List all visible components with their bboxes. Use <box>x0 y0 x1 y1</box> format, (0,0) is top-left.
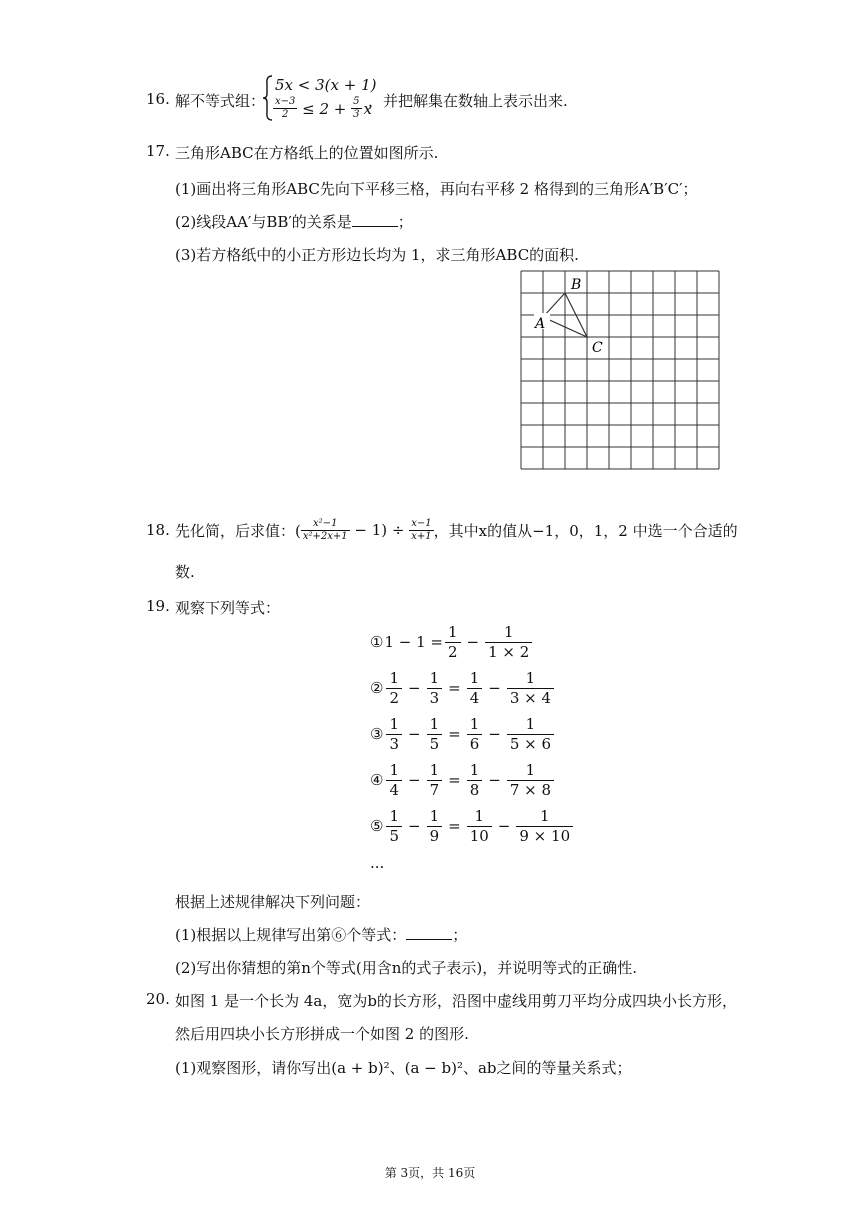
q19-eq1 <box>370 622 534 662</box>
minus-sign: − <box>408 817 421 835</box>
eq2-l2-num: 1 <box>427 669 443 689</box>
q16-ineq2-mid: ≤ 2 + <box>297 99 352 118</box>
q16-ineq2 <box>273 96 372 121</box>
eq2-b-den: 3 × 4 <box>509 688 552 707</box>
eq1-b-num: 1 <box>485 623 532 643</box>
eq5-l1-den: 5 <box>389 826 399 845</box>
q19-eq2 <box>370 668 556 708</box>
q16-ineq2-end: x <box>363 99 372 118</box>
q17-part2-text: (2)线段AA′与BB′的关系是 <box>175 213 352 231</box>
equals-sign: = <box>448 679 461 697</box>
eq2-label: ② <box>370 679 384 697</box>
label-b: B <box>571 277 582 293</box>
eq5-label: ⑤ <box>370 817 384 835</box>
eq2-l2-den: 3 <box>429 688 440 707</box>
eq1-b-den: 1 × 2 <box>488 642 530 661</box>
q19-part1-text: (1)根据以上规律写出第⑥个等式： <box>175 926 407 944</box>
q17-number: 17. <box>146 142 170 160</box>
eq3-a-num: 1 <box>467 715 483 735</box>
q16-frac2-num: 5 <box>353 96 360 107</box>
equals-sign: = <box>448 817 461 835</box>
q18-prefix: 先化简，后求值：( <box>175 521 301 540</box>
q16-frac1-num: x−3 <box>275 96 296 107</box>
q16-prefix: 解不等式组： <box>175 92 266 110</box>
q20-line1: 如图 1 是一个长为 4a，宽为b的长方形，沿图中虚线用剪刀平均分成四块小长方形， <box>175 992 737 1010</box>
eq5-l1-num: 1 <box>386 807 402 827</box>
eq4-a-num: 1 <box>467 761 483 781</box>
eq4-label: ④ <box>370 771 384 789</box>
minus-sign: − <box>408 725 421 743</box>
q18-f2-den: x+1 <box>411 530 432 542</box>
minus-sign: − <box>408 679 421 697</box>
eq4-l2-num: 1 <box>427 761 443 781</box>
eq5-b-num: 1 <box>516 807 573 827</box>
q19-part1 <box>175 924 467 945</box>
eq3-l2-den: 5 <box>429 734 440 753</box>
q16-frac2-den: 3 <box>353 109 360 120</box>
minus-sign: − <box>466 633 480 651</box>
q19-stem: 观察下列等式： <box>175 599 281 617</box>
q16-ineq1: 5x < 3(x + 1) <box>275 76 377 94</box>
eq5-a-den: 10 <box>469 826 489 845</box>
eq4-l1-den: 4 <box>389 780 399 799</box>
eq5-b-den: 9 × 10 <box>519 826 571 845</box>
q20-line2: 然后用四块小长方形拼成一个如图 2 的图形. <box>175 1025 469 1043</box>
q19-rule: 根据上述规律解决下列问题： <box>175 893 371 911</box>
q18-mid: − 1) ÷ <box>349 521 410 539</box>
q19-eq4 <box>370 760 556 800</box>
q19-eq3 <box>370 714 556 754</box>
eq2-a-den: 4 <box>469 688 480 707</box>
q19-eq5 <box>370 806 575 846</box>
eq2-l1-den: 2 <box>389 688 399 707</box>
eq1-left: 1 − 1 = <box>384 633 443 651</box>
q19-part2: (2)写出你猜想的第n个等式(用含n的式子表示)，并说明等式的正确性. <box>175 959 638 977</box>
q17-grid-figure <box>520 270 722 472</box>
q18-f2-num: x−1 <box>411 517 432 529</box>
label-a: A <box>535 316 546 332</box>
label-c: C <box>592 340 603 356</box>
q16-number: 16. <box>146 90 170 108</box>
eq3-b-den: 5 × 6 <box>509 734 552 753</box>
eq4-l2-den: 7 <box>429 780 440 799</box>
eq1-label: ① <box>370 633 384 651</box>
q18-f1-num: x²−1 <box>301 518 350 531</box>
equals-sign: = <box>448 771 461 789</box>
q18-expression <box>175 510 738 550</box>
minus-sign: − <box>408 771 421 789</box>
eq4-l1-num: 1 <box>386 761 402 781</box>
eq3-l2-num: 1 <box>427 715 443 735</box>
eq3-a-den: 6 <box>469 734 480 753</box>
eq4-b-den: 7 × 8 <box>509 780 552 799</box>
eq2-b-num: 1 <box>507 669 554 689</box>
minus-sign: − <box>488 725 501 743</box>
q18-line2: 数. <box>175 563 195 581</box>
q19-ellipsis: ... <box>370 854 385 872</box>
minus-sign: − <box>488 771 501 789</box>
minus-sign: − <box>497 817 511 835</box>
q17-part1: (1)画出将三角形ABC先向下平移三格，再向右平移 2 格得到的三角形A′B′C′； <box>175 180 698 198</box>
q18-f1-den: x²+2x+1 <box>302 530 348 542</box>
page-footer: 第 3页，共 16页 <box>384 1166 476 1180</box>
q16-frac1-den: 2 <box>282 109 289 120</box>
q19-number: 19. <box>146 597 170 615</box>
eq1-a-num: 1 <box>445 623 461 643</box>
eq2-a-num: 1 <box>467 669 483 689</box>
q20-number: 20. <box>146 990 170 1008</box>
eq5-a-num: 1 <box>467 807 492 827</box>
eq1-a-den: 2 <box>447 642 458 661</box>
eq5-l2-den: 9 <box>429 826 440 845</box>
equals-sign: = <box>448 725 461 743</box>
q19-part1-end: ； <box>452 926 468 944</box>
eq4-b-num: 1 <box>507 761 554 781</box>
q17-answer-blank <box>352 214 398 227</box>
q17-part3: (3)若方格纸中的小正方形边长均为 1，求三角形ABC的面积. <box>175 246 579 264</box>
q19-answer-blank <box>406 927 452 940</box>
eq3-l1-num: 1 <box>386 715 402 735</box>
q18-number: 18. <box>146 521 170 539</box>
eq2-l1-num: 1 <box>386 669 402 689</box>
q16-suffix: ，并把解集在数轴上表示出来. <box>368 92 568 110</box>
eq3-label: ③ <box>370 725 384 743</box>
q18-suffix: ，其中x的值从−1，0，1，2 中选一个合适的 <box>433 521 738 540</box>
q17-part2 <box>175 211 413 232</box>
q17-part2-end: ； <box>397 213 413 231</box>
minus-sign: − <box>488 679 501 697</box>
q17-stem: 三角形ABC在方格纸上的位置如图所示. <box>175 144 439 162</box>
eq4-a-den: 8 <box>469 780 480 799</box>
eq3-b-num: 1 <box>507 715 554 735</box>
eq5-l2-num: 1 <box>427 807 443 827</box>
eq3-l1-den: 3 <box>389 734 399 753</box>
q20-part1: (1)观察图形，请你写出(a + b)²、(a − b)²、ab之间的等量关系式； <box>175 1059 632 1077</box>
